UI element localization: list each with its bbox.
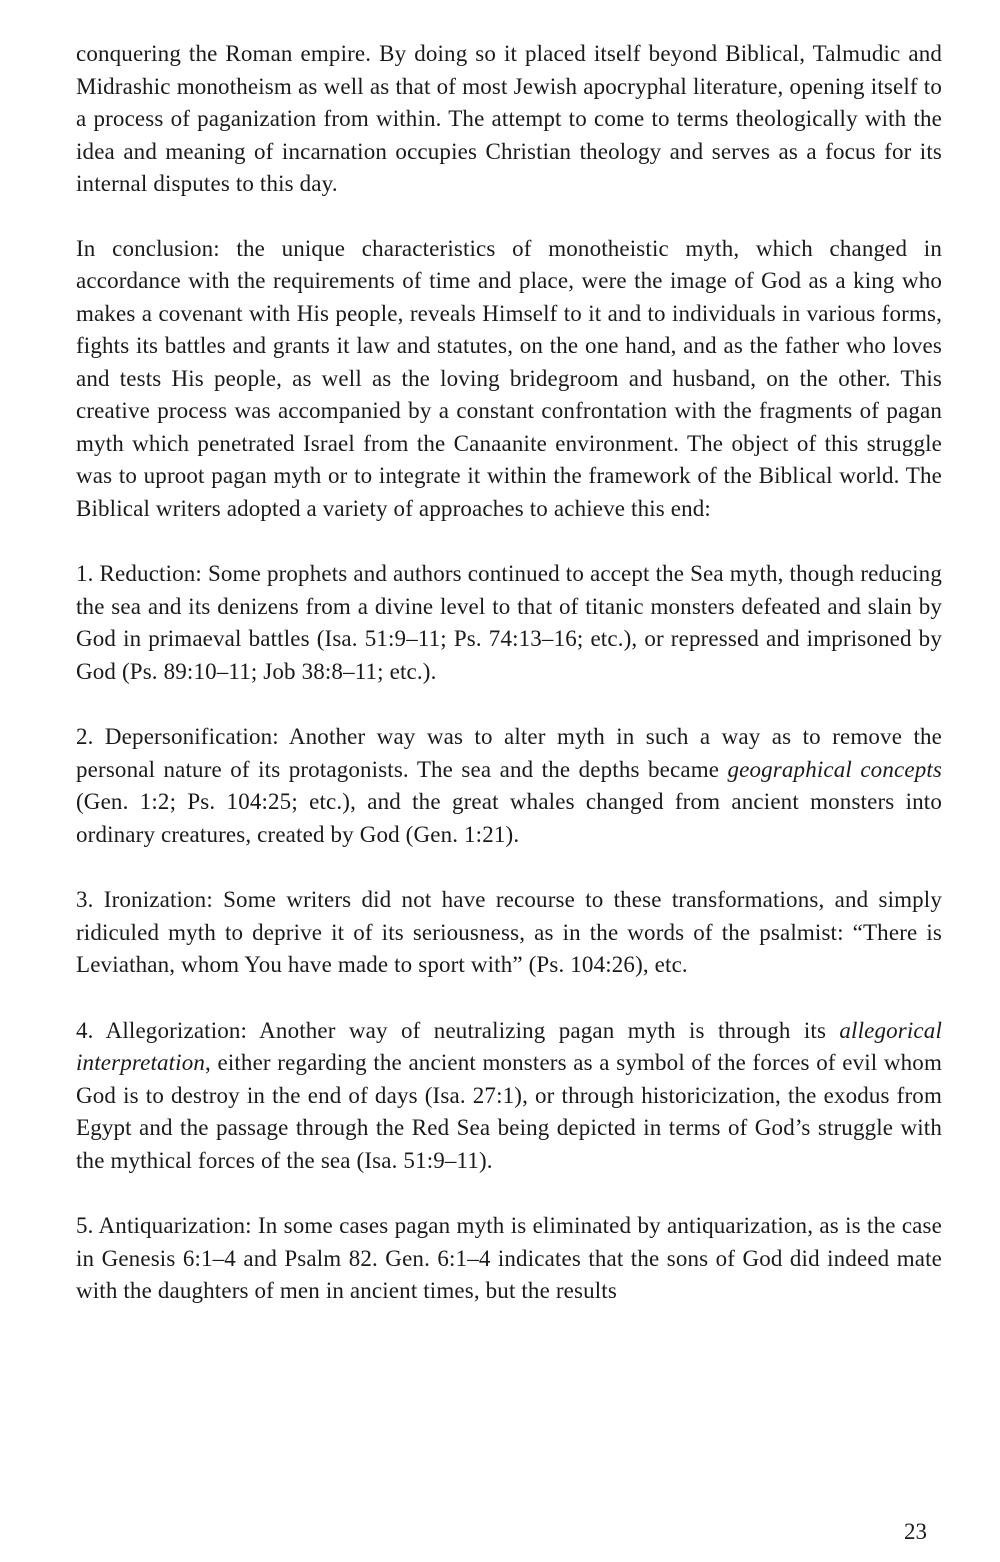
depersonification-text-a: 2. Depersonification: Another way was to alter myth in such a way as to remove the personal nature of its protagonists. The sea and the depths became <box>76 724 942 782</box>
paragraph-conclusion: In conclusion: the unique characteristics of monotheistic myth, which changed in accordance with the requirements of time and place, were the image of God as a king who makes a covenant with His people, reveals Himself to it and to individuals in various forms, fights its battles and grants it law and statutes, on the one hand, and as the father who loves and tests His people, as well as the loving bridegroom and husband, on the other. This creative process was accompanied by a constant confrontation with the fragments of pagan myth which penetrated Israel from the Canaanite environment. The object of this struggle was to uproot pagan myth or to integrate it within the framework of the Biblical world. The Biblical writers adopted a variety of approaches to achieve this end: <box>76 235 942 521</box>
allegorization-text-b: , either regarding the ancient monsters as a symbol of the forces of evil whom God is to destroy in the end of days (Isa. 27:1), or through historicization, the exodus from Egypt and the passage through the Red Sea being depicted in terms of God’s struggle with the mythical forces of the sea (Isa. 51:9–11). <box>76 1050 942 1173</box>
page-number: 23 <box>904 1519 927 1544</box>
paragraph-incarnation: conquering the Roman empire. By doing so it placed itself beyond Biblical, Talmudic and Midrashic monotheism as well as that of most Jewish apocryphal literature, opening itself to a process of paganization from within. The attempt to come to terms theologically with the idea and meaning of incarnation occupies Christian theology and serves as a focus for its internal disputes to this day. <box>76 41 942 196</box>
paragraph-ironization: 3. Ironization: Some writers did not have recourse to these transformations, and simply ridiculed myth to deprive it of its seriousness, as in the words of the psalmist: “There is Leviathan, whom You have made to sport with” (Ps. 104:26), etc. <box>76 887 942 977</box>
depersonification-text-b: (Gen. 1:2; Ps. 104:25; etc.), and the great whales changed from ancient monsters into ordinary creatures, created by God (Gen. 1:21). <box>76 789 942 847</box>
paragraph-antiquarization: 5. Antiquarization: In some cases pagan myth is eliminated by antiquarization, as is the case in Genesis 6:1–4 and Psalm 82. Gen. 6:1–4 indicates that the sons of God did indeed mate with the daughters of men in ancient times, but the results <box>76 1213 942 1303</box>
paragraph-reduction: 1. Reduction: Some prophets and authors continued to accept the Sea myth, though reducing the sea and its denizens from a divine level to that of titanic monsters defeated and slain by God in primaeval battles (Isa. 51:9–11; Ps. 74:13–16; etc.), or repressed and imprisoned by God (Ps. 89:10–11; Job 38:8–11; etc.). <box>76 561 942 684</box>
paragraph-allegorization <box>76 1015 942 1178</box>
depersonification-emphasis: geographical concepts <box>727 756 942 782</box>
page-body <box>76 38 942 1341</box>
allegorization-text-a: 4. Allegorization: Another way of neutralizing pagan myth is through its <box>76 1017 840 1043</box>
paragraph-depersonification <box>76 721 942 851</box>
allegorization-emphasis: allegorical interpretation <box>76 1017 942 1075</box>
